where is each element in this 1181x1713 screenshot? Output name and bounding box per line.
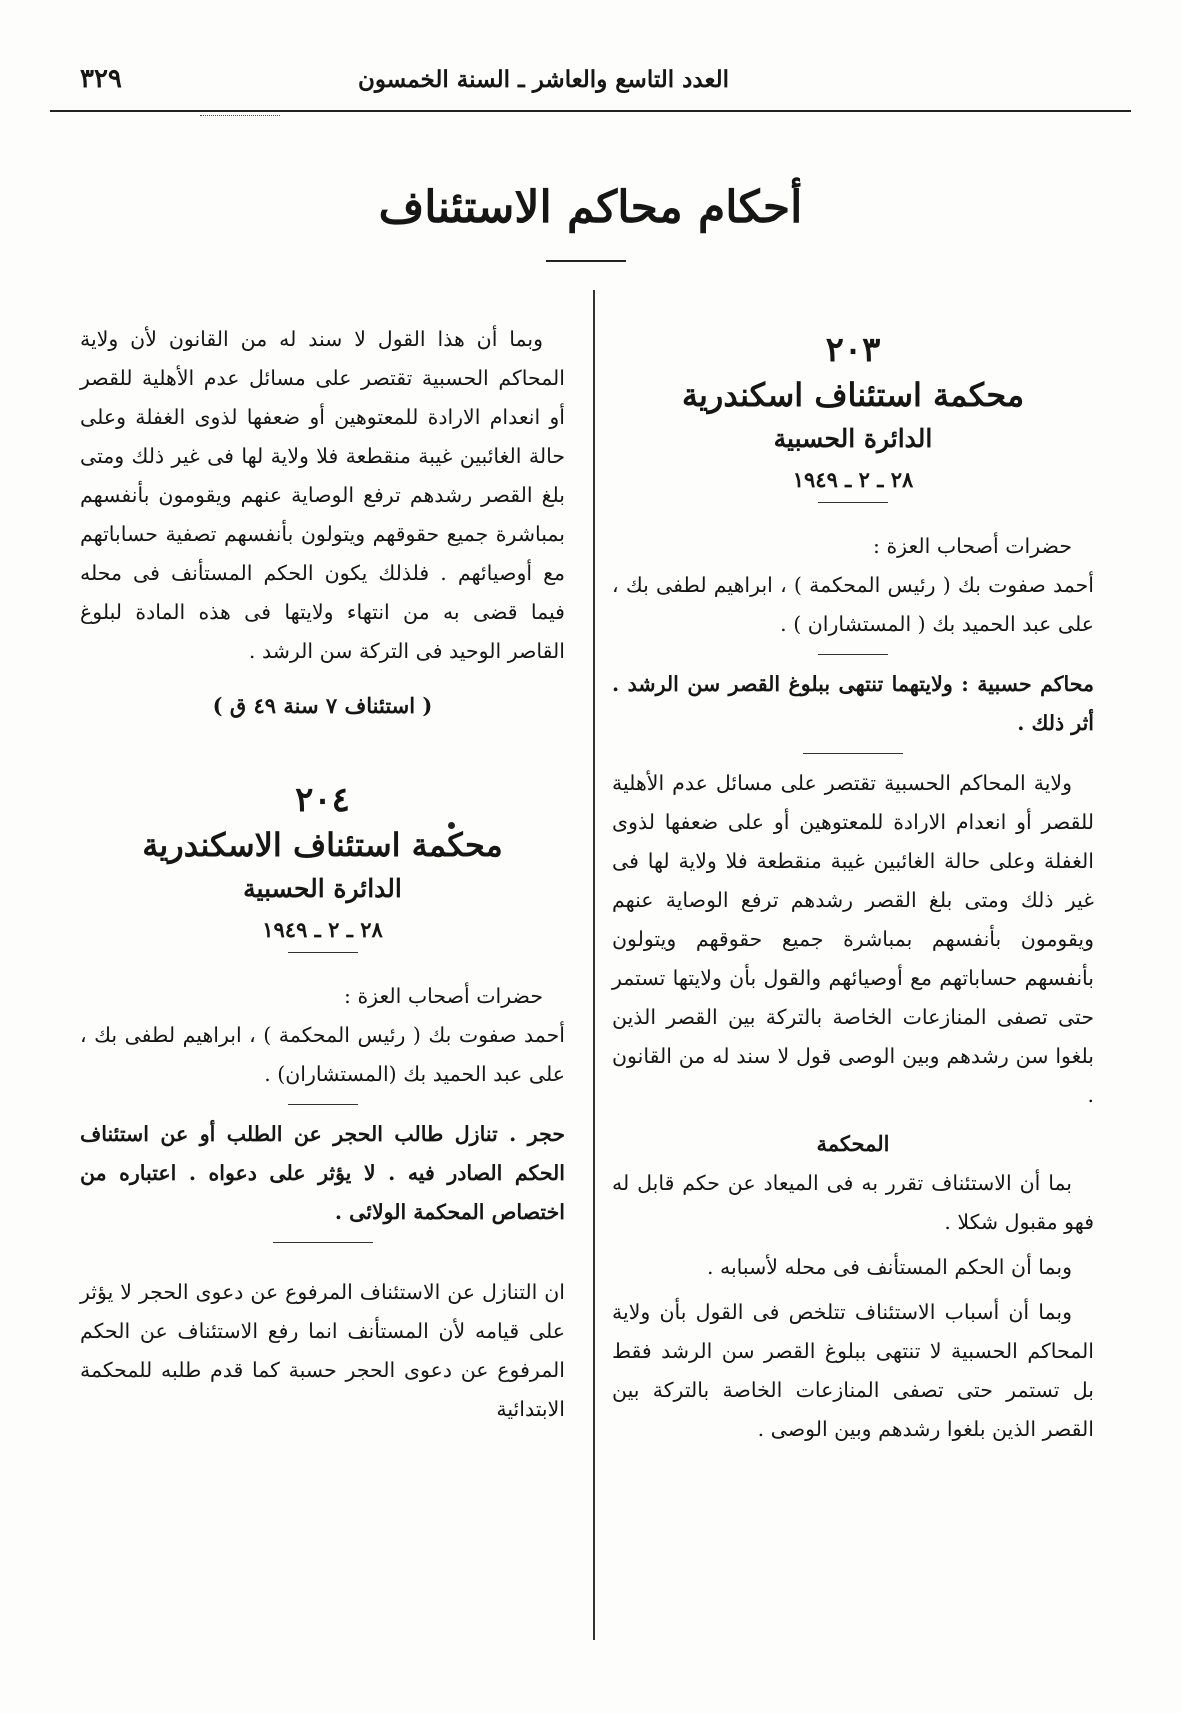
- case-summary: حجر . تنازل طالب الحجر عن الطلب أو عن استئناف الحكم الصادر فيه . لا يؤثر على دعواه . اعتباره من اختصاص المحكمة الولائى .: [80, 1122, 565, 1224]
- court-name: محكمة استئناف اسكندرية: [681, 376, 1025, 414]
- issue-title: العدد التاسع والعاشر ـ السنة الخمسون: [357, 66, 729, 93]
- department-name: الدائرة الحسبية: [773, 424, 933, 453]
- bench-names: أحمد صفوت بك ( رئيس المحكمة ) ، ابراهيم لطفى بك ، على عبد الحميد بك ( المستشاران ) .: [612, 573, 1094, 636]
- bench-names: أحمد صفوت بك ( رئيس المحكمة ) ، ابراهيم لطفى بك ، على عبد الحميد بك (المستشاران) .: [80, 1023, 565, 1086]
- column-divider: [593, 290, 595, 1640]
- right-column: [612, 330, 1094, 1449]
- divider: [273, 1242, 373, 1243]
- header-dotted-rule: [200, 115, 280, 116]
- left-column: [80, 320, 565, 1429]
- divider: [818, 654, 888, 655]
- header-rule: [50, 110, 1131, 112]
- title-rule: [546, 260, 626, 262]
- case-reference: ( استئناف ٧ سنة ٤٩ ق ): [212, 693, 433, 718]
- bench-intro: حضرات أصحاب العزة :: [344, 984, 543, 1008]
- divider: [288, 952, 358, 953]
- case-summary: محاكم حسبية : ولايتهما تنتهى ببلوغ القصر سن الرشد . أثر ذلك .: [612, 672, 1094, 735]
- bench-intro: حضرات أصحاب العزة :: [873, 534, 1072, 558]
- section-title: أحكام محاكم الاستئناف: [378, 182, 803, 233]
- court-name: محكمة استئناف الاسكندرية: [142, 826, 503, 864]
- court-heading: المحكمة: [816, 1131, 890, 1156]
- department-name: الدائرة الحسبية: [243, 874, 402, 903]
- legal-principle: ان التنازل عن الاستئناف المرفوع عن دعوى الحجر لا يؤثر على قيامه لأن المستأنف انما رفع الاستئناف عن الحكم المرفوع عن دعوى الحجر حسبة كما قدم طلبه للمحكمة الابتدائية: [80, 1280, 565, 1421]
- case-date: ٢٨ ـ ٢ ـ ١٩٤٩: [792, 467, 914, 492]
- page-number: ٣٢٩: [80, 64, 122, 94]
- divider: [803, 753, 903, 754]
- running-header: [50, 66, 1131, 108]
- divider: [818, 502, 888, 503]
- legal-principle: ولاية المحاكم الحسبية تقتصر على مسائل عدم الأهلية للقصر أو انعدام الارادة للمعتوهين أو على ضعفها لذوى الغفلة وعلى حالة الغائبين غيبة منقطعة فلا ولاية لها فى غير ذلك ومتى بلغ القصر رشدهم ترفع الوصاية عنهم ويقومون بأنفسهم بمباشرة جميع حقوقهم ويتولون بأنفسهم حساباتهم مع أوصيائهم والقول بأن ولايتها تستمر حتى تصفى المنازعات الخاصة بالتركة بين القصر الذين بلغوا سن رشدهم وبين الوصى قول لا سند له من القانون .: [612, 771, 1094, 1107]
- case-date: ٢٨ ـ ٢ ـ ١٩٤٩: [262, 917, 383, 942]
- continued-reasoning: وبما أن هذا القول لا سند له من القانون لأن ولاية المحاكم الحسبية تقتصر على مسائل عدم الأهلية للقصر أو انعدام الارادة للمعتوهين أو ضعفها لذوى الغفلة وعلى حالة الغائبين غيبة منقطعة فلا ولاية لها فى غير ذلك ومتى بلغ القصر رشدهم ترفع الوصاية عنهم ويقومون بأنفسهم بمباشرة جميع حقوقهم ويتولون بأنفسهم تصفية حساباتهم مع أوصيائهم . فلذلك يكون الحكم المستأنف فى محله فيما قضى به من انتهاء ولايتها فى هذه المادة لبلوغ القاصر الوحيد فى التركة سن الرشد .: [80, 327, 565, 663]
- case-number: ٢٠٤: [295, 780, 350, 820]
- divider: [288, 1104, 358, 1105]
- reasoning-paragraph: وبما أن الحكم المستأنف فى محله لأسبابه .: [706, 1255, 1072, 1279]
- reasoning-paragraph: بما أن الاستئناف تقرر به فى الميعاد عن حكم قابل له فهو مقبول شكلا .: [612, 1171, 1094, 1234]
- reasoning-paragraph: وبما أن أسباب الاستئناف تتلخص فى القول بأن ولاية المحاكم الحسبية لا تنتهى ببلوغ القصر سن الرشد فقط بل تستمر حتى تصفى المنازعات الخاصة بالتركة بين القصر الذين بلغوا رشدهم وبين الوصى .: [612, 1300, 1094, 1441]
- case-number: ٢٠٣: [825, 330, 881, 370]
